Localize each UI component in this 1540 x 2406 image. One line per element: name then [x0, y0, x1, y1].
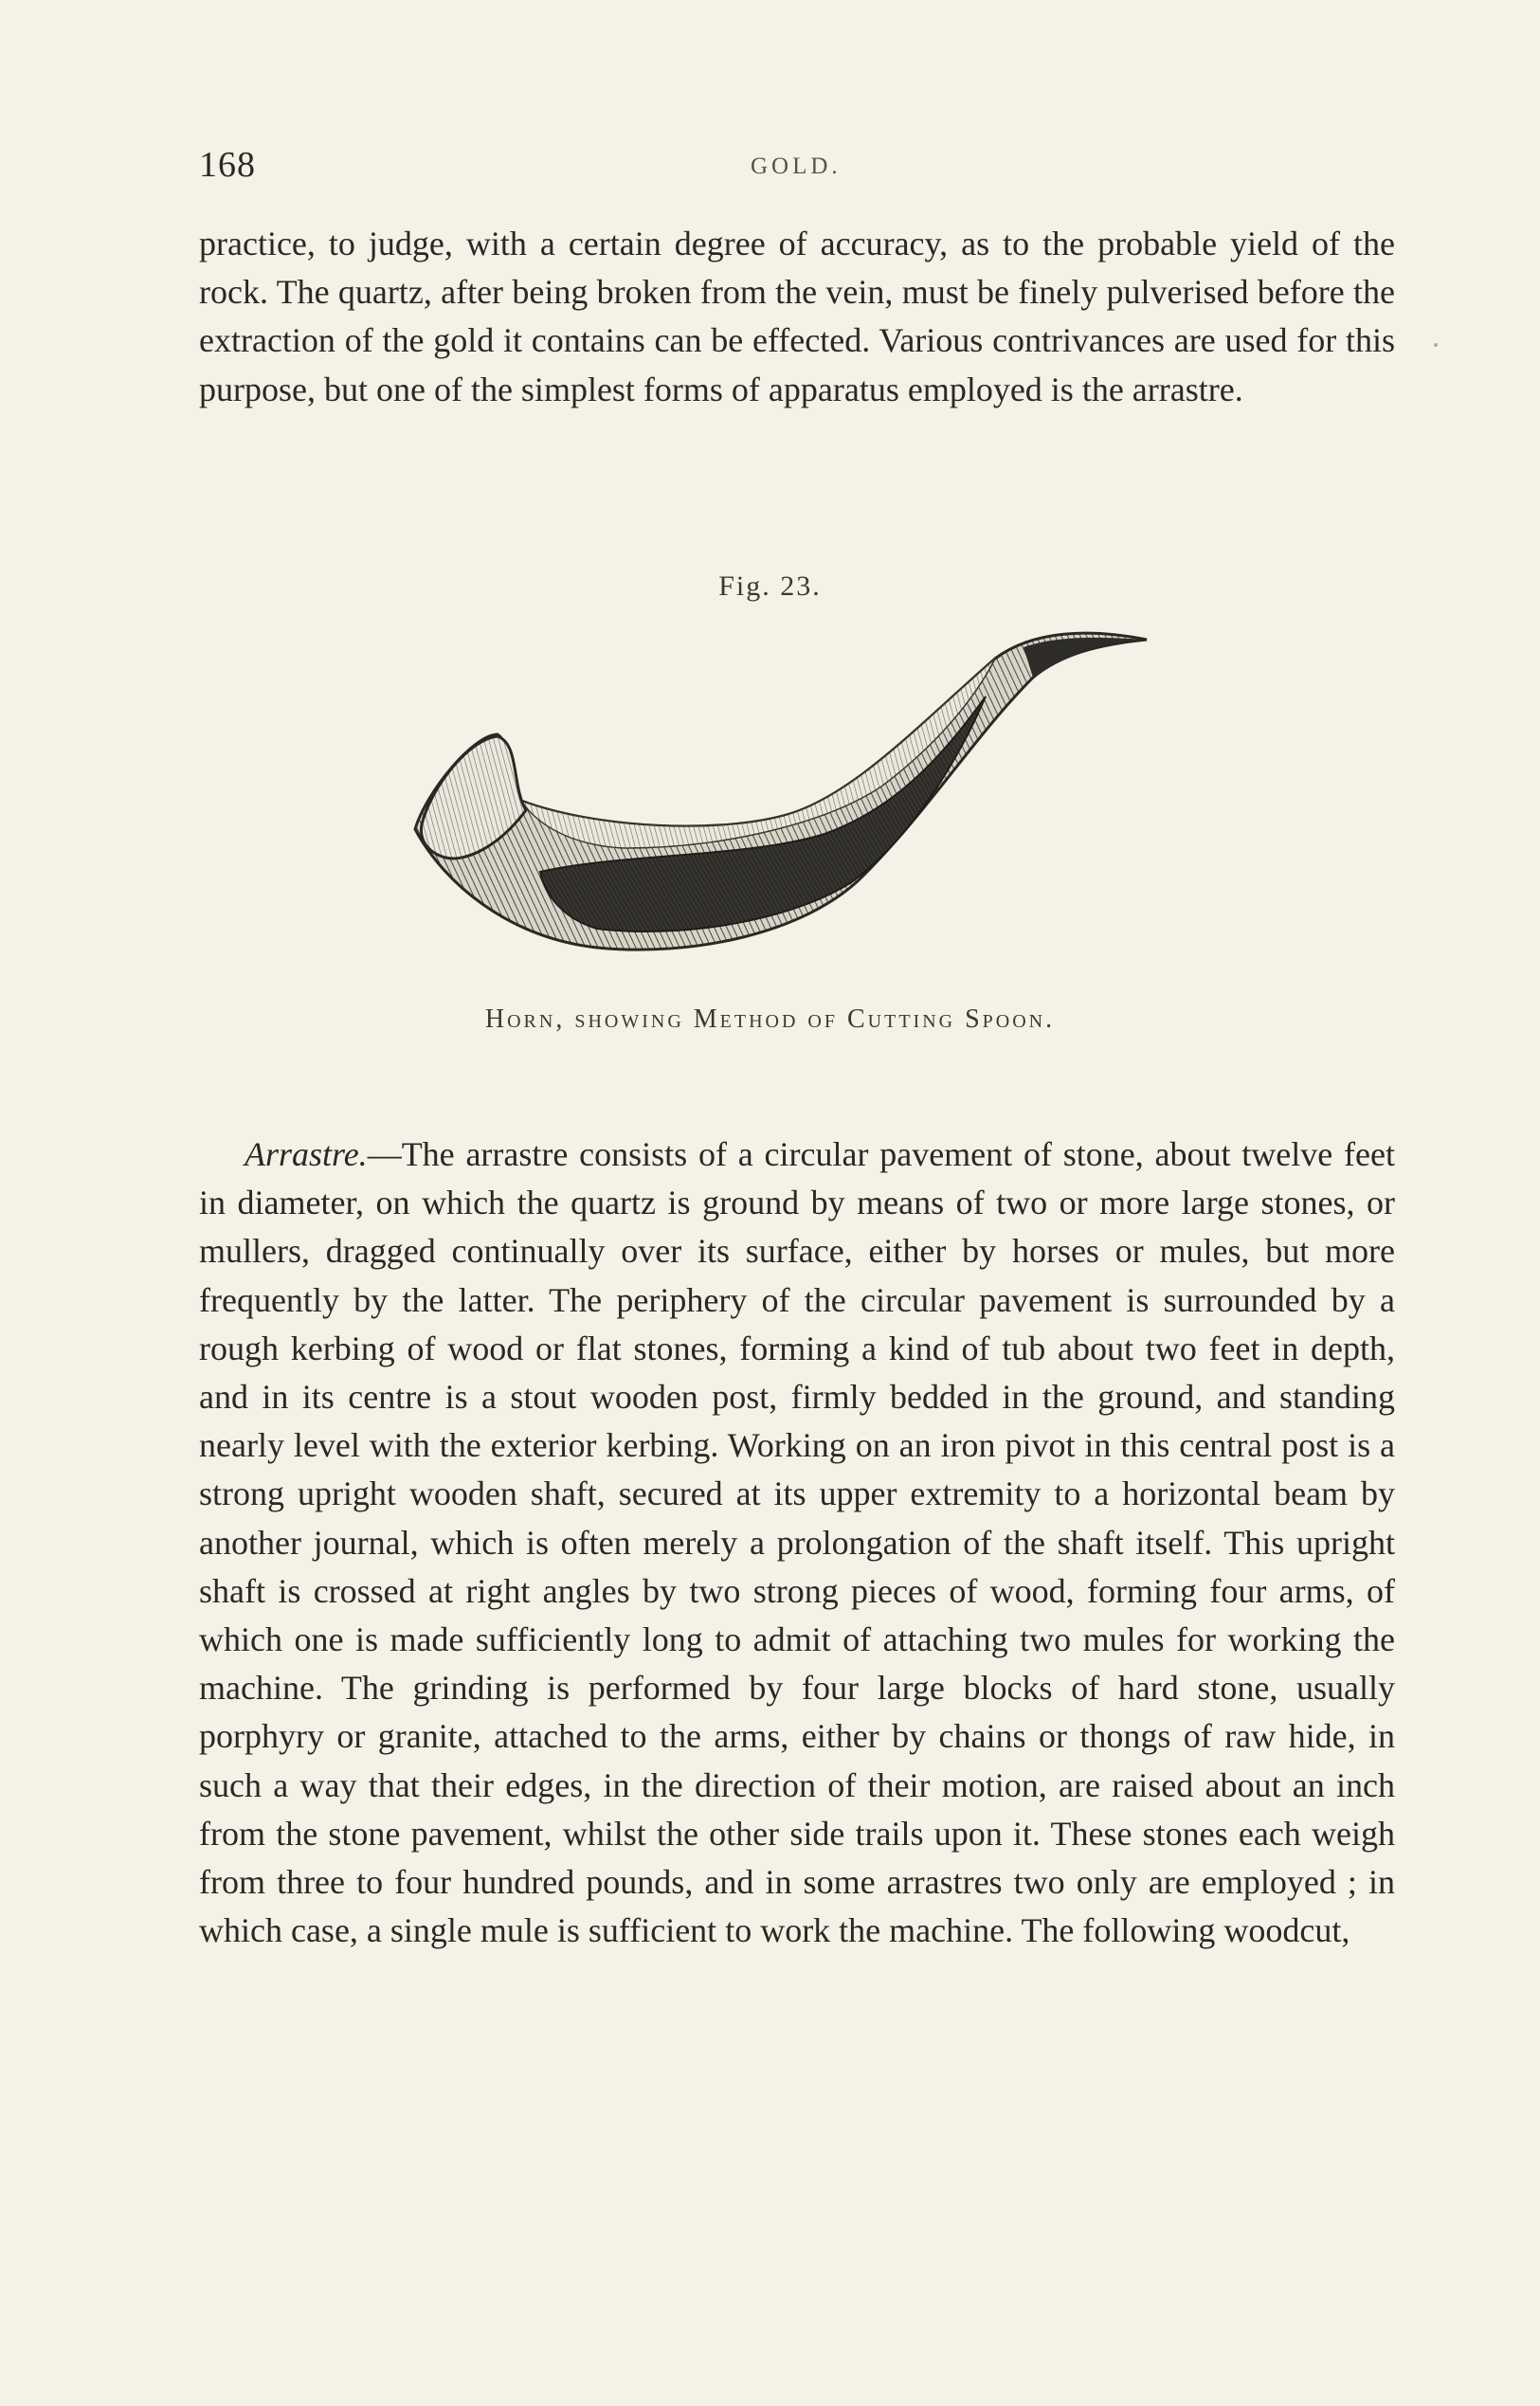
- running-title: GOLD.: [751, 154, 842, 179]
- paragraph-arrastre-body: —The arrastre consists of a circular pavement of stone, about twelve feet in diameter, on which the quartz is ground by means of two or more large stones, or mullers, dragged continually over its surface, either by horses or mules, but more frequently by the latter. The periphery of the circular pavement is surrounded by a rough kerbing of wood or flat stones, forming a kind of tub about two feet in depth, and in its centre is a stout wooden post, firmly bedded in the ground, and standing nearly level with the exterior kerbing. Working on an iron pivot in this central post is a strong upright wooden shaft, secured at its upper extremity to a horizontal beam by another journal, which is often merely a prolongation of the shaft itself. This upright shaft is crossed at right angles by two strong pieces of wood, forming four arms, of which one is made sufficiently long to admit of attaching two mules for working the machine. The grinding is performed by four large blocks of hard stone, usually porphyry or granite, attached to the arms, either by chains or thongs of raw hide, in such a way that their edges, in the direction of their motion, are raised about an inch from the stone pavement, whilst the other side trails upon it. These stones each weigh from three to four hundred pounds, and in some arrastres two only are employed ; in which case, a single mule is sufficient to work the machine. The following woodcut,: [199, 1135, 1395, 1950]
- paragraph-lead-word: Arrastre.: [245, 1135, 368, 1173]
- page-number: 168: [199, 145, 256, 185]
- paragraph-arrastre: [199, 1131, 1395, 1955]
- paragraph-intro: [199, 220, 1395, 414]
- figure-caption: Horn, showing Method of Cutting Spoon.: [484, 1004, 1056, 1034]
- figure-label: Fig. 23.: [718, 570, 822, 602]
- paragraph-arrastre-text: [199, 1131, 1395, 1955]
- running-head: [199, 144, 1395, 191]
- margin-speck: [1434, 343, 1438, 347]
- horn-illustration: [408, 621, 1156, 976]
- paragraph-intro-text: practice, to judge, with a certain degree of accuracy, as to the probable yield of the rock. The quartz, after being broken from the vein, must be finely pulverised before the extraction of the gold it contains can be effected. Various contrivances are used for this purpose, but one of the simplest forms of apparatus employed is the arrastre.: [199, 225, 1395, 408]
